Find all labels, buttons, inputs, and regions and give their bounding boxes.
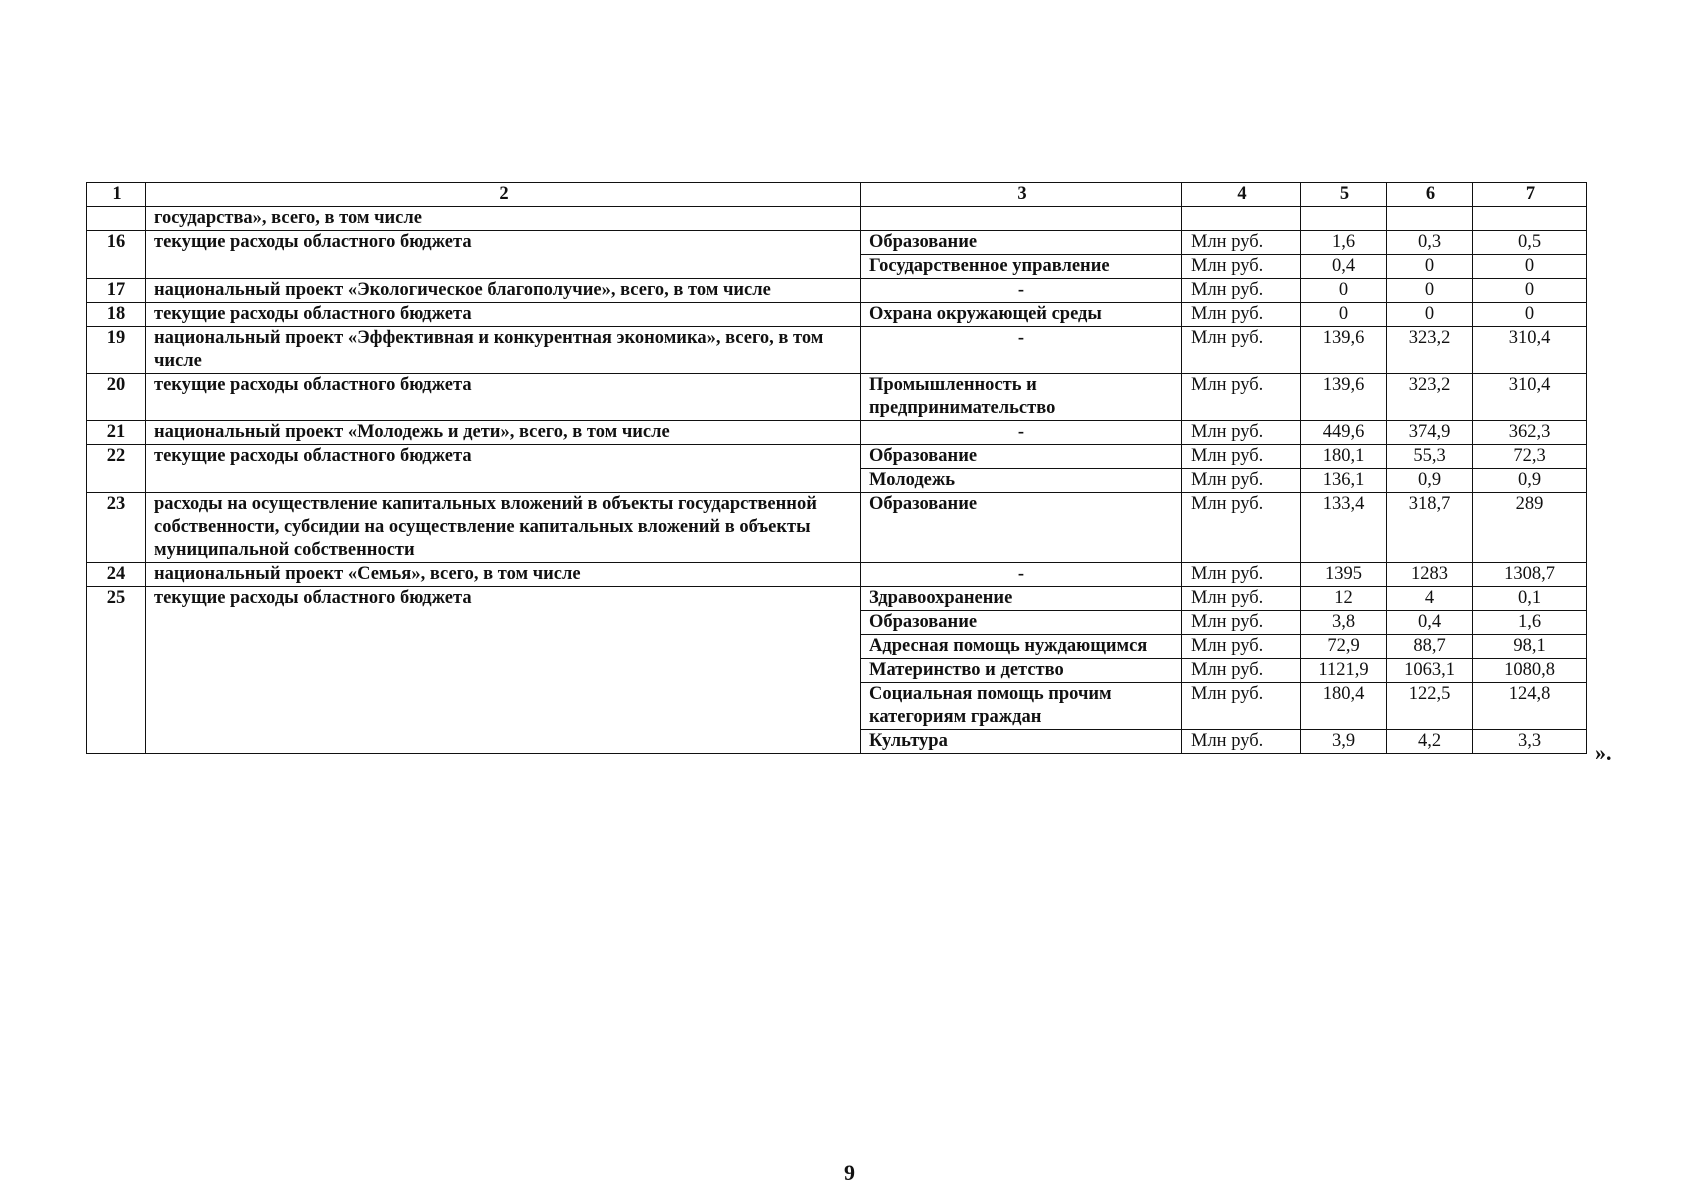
table-row (87, 207, 1587, 231)
unit-cell: Млн руб. (1182, 279, 1301, 303)
unit-cell: Млн руб. (1182, 374, 1301, 421)
value-7-cell: 0,9 (1473, 469, 1587, 493)
value-5-cell: 1121,9 (1301, 659, 1387, 683)
value-5-cell: 139,6 (1301, 374, 1387, 421)
unit-cell: Млн руб. (1182, 611, 1301, 635)
row-number-cell: 24 (87, 563, 146, 587)
unit-cell: Млн руб. (1182, 445, 1301, 469)
value-7-cell: 1,6 (1473, 611, 1587, 635)
unit-cell: Млн руб. (1182, 469, 1301, 493)
value-5-cell: 3,9 (1301, 730, 1387, 754)
row-number-cell (87, 207, 146, 231)
sector-cell: Промышленность и предпринимательство (861, 374, 1182, 421)
table-header-row (87, 183, 1587, 207)
table-row (87, 563, 1587, 587)
value-5-cell: 449,6 (1301, 421, 1387, 445)
row-title-cell: текущие расходы областного бюджета (146, 303, 861, 327)
sector-cell: Образование (861, 611, 1182, 635)
value-7-cell: 72,3 (1473, 445, 1587, 469)
value-7-cell: 289 (1473, 493, 1587, 563)
sector-cell: Образование (861, 445, 1182, 469)
table-row (87, 374, 1587, 421)
value-7-cell: 3,3 (1473, 730, 1587, 754)
value-7-cell: 0 (1473, 303, 1587, 327)
value-6-cell: 4 (1387, 587, 1473, 611)
value-6-cell: 318,7 (1387, 493, 1473, 563)
value-6-cell: 323,2 (1387, 374, 1473, 421)
value-6-cell: 0,4 (1387, 611, 1473, 635)
sector-cell: Охрана окружающей среды (861, 303, 1182, 327)
value-6-cell (1387, 207, 1473, 231)
value-6-cell: 1063,1 (1387, 659, 1473, 683)
table-row (87, 587, 1587, 611)
row-number-cell: 19 (87, 327, 146, 374)
table-row (87, 303, 1587, 327)
value-5-cell: 1,6 (1301, 231, 1387, 255)
value-6-cell: 88,7 (1387, 635, 1473, 659)
value-5-cell: 72,9 (1301, 635, 1387, 659)
row-number-cell: 16 (87, 231, 146, 279)
value-6-cell: 0 (1387, 279, 1473, 303)
closing-quote-mark: ». (1595, 740, 1612, 765)
value-5-cell (1301, 207, 1387, 231)
column-number-header: 2 (146, 183, 861, 207)
column-number-header: 3 (861, 183, 1182, 207)
row-number-cell: 20 (87, 374, 146, 421)
unit-cell (1182, 207, 1301, 231)
row-title-cell: государства», всего, в том числе (146, 207, 861, 231)
row-title-cell: текущие расходы областного бюджета (146, 374, 861, 421)
value-5-cell: 3,8 (1301, 611, 1387, 635)
sector-cell (861, 207, 1182, 231)
table-row (87, 421, 1587, 445)
value-7-cell: 310,4 (1473, 374, 1587, 421)
sector-cell: - (861, 327, 1182, 374)
row-title-cell: расходы на осуществление капитальных вложений в объекты государственной собственности, субсидии на осуществление капитальных вложений в объекты муниципальной собственности (146, 493, 861, 563)
sector-cell: Адресная помощь нуждающимся (861, 635, 1182, 659)
page-number: 9 (844, 1160, 855, 1185)
value-7-cell (1473, 207, 1587, 231)
sector-cell: Молодежь (861, 469, 1182, 493)
value-5-cell: 1395 (1301, 563, 1387, 587)
value-7-cell: 98,1 (1473, 635, 1587, 659)
value-5-cell: 180,4 (1301, 683, 1387, 730)
budget-table (86, 182, 1587, 754)
row-number-cell: 22 (87, 445, 146, 493)
value-6-cell: 0,3 (1387, 231, 1473, 255)
unit-cell: Млн руб. (1182, 303, 1301, 327)
value-5-cell: 139,6 (1301, 327, 1387, 374)
column-number-header: 4 (1182, 183, 1301, 207)
sector-cell: Культура (861, 730, 1182, 754)
sector-cell: Государственное управление (861, 255, 1182, 279)
unit-cell: Млн руб. (1182, 730, 1301, 754)
value-6-cell: 323,2 (1387, 327, 1473, 374)
value-7-cell: 310,4 (1473, 327, 1587, 374)
row-number-cell: 21 (87, 421, 146, 445)
table-row (87, 327, 1587, 374)
value-7-cell: 1080,8 (1473, 659, 1587, 683)
row-title-cell: национальный проект «Экологическое благополучие», всего, в том числе (146, 279, 861, 303)
sector-cell: Социальная помощь прочим категориям граждан (861, 683, 1182, 730)
value-5-cell: 12 (1301, 587, 1387, 611)
row-number-cell: 23 (87, 493, 146, 563)
value-6-cell: 0 (1387, 255, 1473, 279)
sector-cell: - (861, 421, 1182, 445)
value-5-cell: 136,1 (1301, 469, 1387, 493)
value-7-cell: 1308,7 (1473, 563, 1587, 587)
value-6-cell: 55,3 (1387, 445, 1473, 469)
table-row (87, 231, 1587, 255)
row-title-cell: текущие расходы областного бюджета (146, 445, 861, 493)
sector-cell: Здравоохранение (861, 587, 1182, 611)
unit-cell: Млн руб. (1182, 587, 1301, 611)
column-number-header: 6 (1387, 183, 1473, 207)
value-6-cell: 0,9 (1387, 469, 1473, 493)
row-title-cell: национальный проект «Молодежь и дети», всего, в том числе (146, 421, 861, 445)
value-5-cell: 0 (1301, 303, 1387, 327)
table-row (87, 279, 1587, 303)
unit-cell: Млн руб. (1182, 493, 1301, 563)
value-7-cell: 0 (1473, 255, 1587, 279)
row-title-cell: текущие расходы областного бюджета (146, 587, 861, 754)
row-title-cell: национальный проект «Семья», всего, в том числе (146, 563, 861, 587)
sector-cell: - (861, 563, 1182, 587)
value-5-cell: 0 (1301, 279, 1387, 303)
table-row (87, 493, 1587, 563)
table-row (87, 445, 1587, 469)
value-6-cell: 0 (1387, 303, 1473, 327)
sector-cell: Образование (861, 493, 1182, 563)
value-7-cell: 124,8 (1473, 683, 1587, 730)
value-6-cell: 4,2 (1387, 730, 1473, 754)
row-title-cell: национальный проект «Эффективная и конкурентная экономика», всего, в том числе (146, 327, 861, 374)
value-5-cell: 0,4 (1301, 255, 1387, 279)
value-6-cell: 374,9 (1387, 421, 1473, 445)
column-number-header: 1 (87, 183, 146, 207)
unit-cell: Млн руб. (1182, 231, 1301, 255)
value-5-cell: 180,1 (1301, 445, 1387, 469)
value-5-cell: 133,4 (1301, 493, 1387, 563)
unit-cell: Млн руб. (1182, 255, 1301, 279)
value-6-cell: 122,5 (1387, 683, 1473, 730)
unit-cell: Млн руб. (1182, 421, 1301, 445)
row-number-cell: 18 (87, 303, 146, 327)
value-6-cell: 1283 (1387, 563, 1473, 587)
value-7-cell: 0,1 (1473, 587, 1587, 611)
row-number-cell: 25 (87, 587, 146, 754)
row-title-cell: текущие расходы областного бюджета (146, 231, 861, 279)
sector-cell: Образование (861, 231, 1182, 255)
column-number-header: 5 (1301, 183, 1387, 207)
unit-cell: Млн руб. (1182, 659, 1301, 683)
value-7-cell: 362,3 (1473, 421, 1587, 445)
sector-cell: Материнство и детство (861, 659, 1182, 683)
unit-cell: Млн руб. (1182, 635, 1301, 659)
unit-cell: Млн руб. (1182, 563, 1301, 587)
value-7-cell: 0 (1473, 279, 1587, 303)
unit-cell: Млн руб. (1182, 683, 1301, 730)
sector-cell: - (861, 279, 1182, 303)
column-number-header: 7 (1473, 183, 1587, 207)
row-number-cell: 17 (87, 279, 146, 303)
unit-cell: Млн руб. (1182, 327, 1301, 374)
value-7-cell: 0,5 (1473, 231, 1587, 255)
